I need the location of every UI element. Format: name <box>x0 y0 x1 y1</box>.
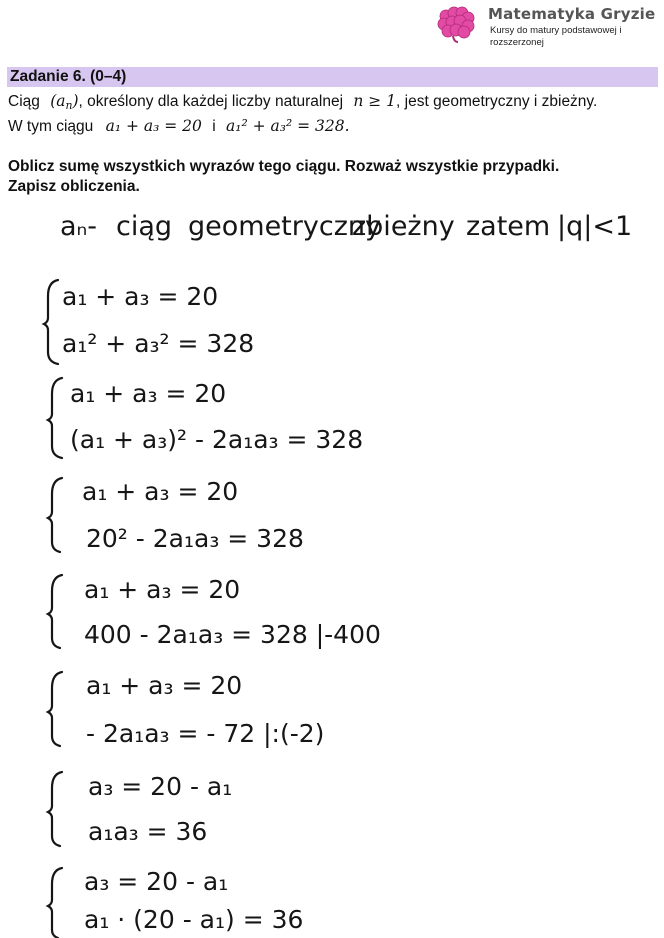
instruction-2: Zapisz obliczenia. <box>8 178 140 195</box>
system-2-eq-2: (a₁ + a₃)² - 2a₁a₃ = 328 <box>70 425 364 454</box>
system-1-eq-1: a₁ + a₃ = 20 <box>62 282 219 311</box>
system-7-eq-2: a₁ · (20 - a₁) = 36 <box>84 905 304 934</box>
task-line1-post: , jest geometryczny i zbieżny. <box>396 93 598 110</box>
system-brace <box>48 478 62 552</box>
system-3-eq-1: a₁ + a₃ = 20 <box>82 477 239 506</box>
system-6-eq-2: a₁a₃ = 36 <box>88 817 208 846</box>
system-brace <box>44 280 58 364</box>
equation-1: a₁ + a₃ = 20 <box>105 117 202 135</box>
intro-word-6: |q|<1 <box>557 211 633 242</box>
system-brace <box>48 772 62 846</box>
task-line1-mid: , określony dla każdej liczby naturalnej <box>78 93 344 110</box>
system-brace <box>48 378 62 458</box>
task-line-1: Ciąg $(a_n)$, określony dla każdej liczby naturalnej n ≥ 1, jest geometryczny i zbieżny. <box>8 92 598 112</box>
intro-word-2: ciąg <box>116 211 173 242</box>
system-4-eq-2: 400 - 2a₁a₃ = 328 |-400 <box>84 620 381 649</box>
system-2-eq-1: a₁ + a₃ = 20 <box>70 379 227 408</box>
conjunction: i <box>212 118 216 135</box>
instruction-1: Oblicz sumę wszystkich wyrazów tego ciągu. Rozważ wszystkie przypadki. <box>8 158 560 175</box>
intro-word-4: zbieżny <box>352 211 455 242</box>
system-brace <box>48 575 62 648</box>
task-title: Zadanie 6. (0–4) <box>10 68 127 85</box>
system-5-eq-2: - 2a₁a₃ = - 72 |:(-2) <box>86 719 325 748</box>
system-4-eq-1: a₁ + a₃ = 20 <box>84 575 241 604</box>
intro-word-5: zatem <box>466 211 551 242</box>
condition: n ≥ 1 <box>353 92 397 110</box>
brand-tagline: Kursy do matury podstawowej i rozszerzonej <box>490 25 622 48</box>
system-brace <box>48 672 62 746</box>
system-brace <box>48 868 62 938</box>
system-5-eq-1: a₁ + a₃ = 20 <box>86 671 243 700</box>
sequence-symbol: (a <box>50 92 66 110</box>
intro-word-1: aₙ- <box>60 211 98 242</box>
system-1-eq-2: a₁² + a₃² = 328 <box>62 329 255 358</box>
task-line1-pre: Ciąg <box>8 93 40 110</box>
system-6-eq-1: a₃ = 20 - a₁ <box>88 772 233 801</box>
system-3-eq-2: 20² - 2a₁a₃ = 328 <box>86 524 304 553</box>
system-7-eq-1: a₃ = 20 - a₁ <box>84 867 229 896</box>
equation-2: a₁² + a₃² = 328. <box>225 117 350 135</box>
intro-word-3: geometryczny <box>188 211 381 242</box>
brand-name: Matematyka Gryzie <box>488 5 656 23</box>
task-line2-pre: W tym ciągu <box>8 118 94 135</box>
